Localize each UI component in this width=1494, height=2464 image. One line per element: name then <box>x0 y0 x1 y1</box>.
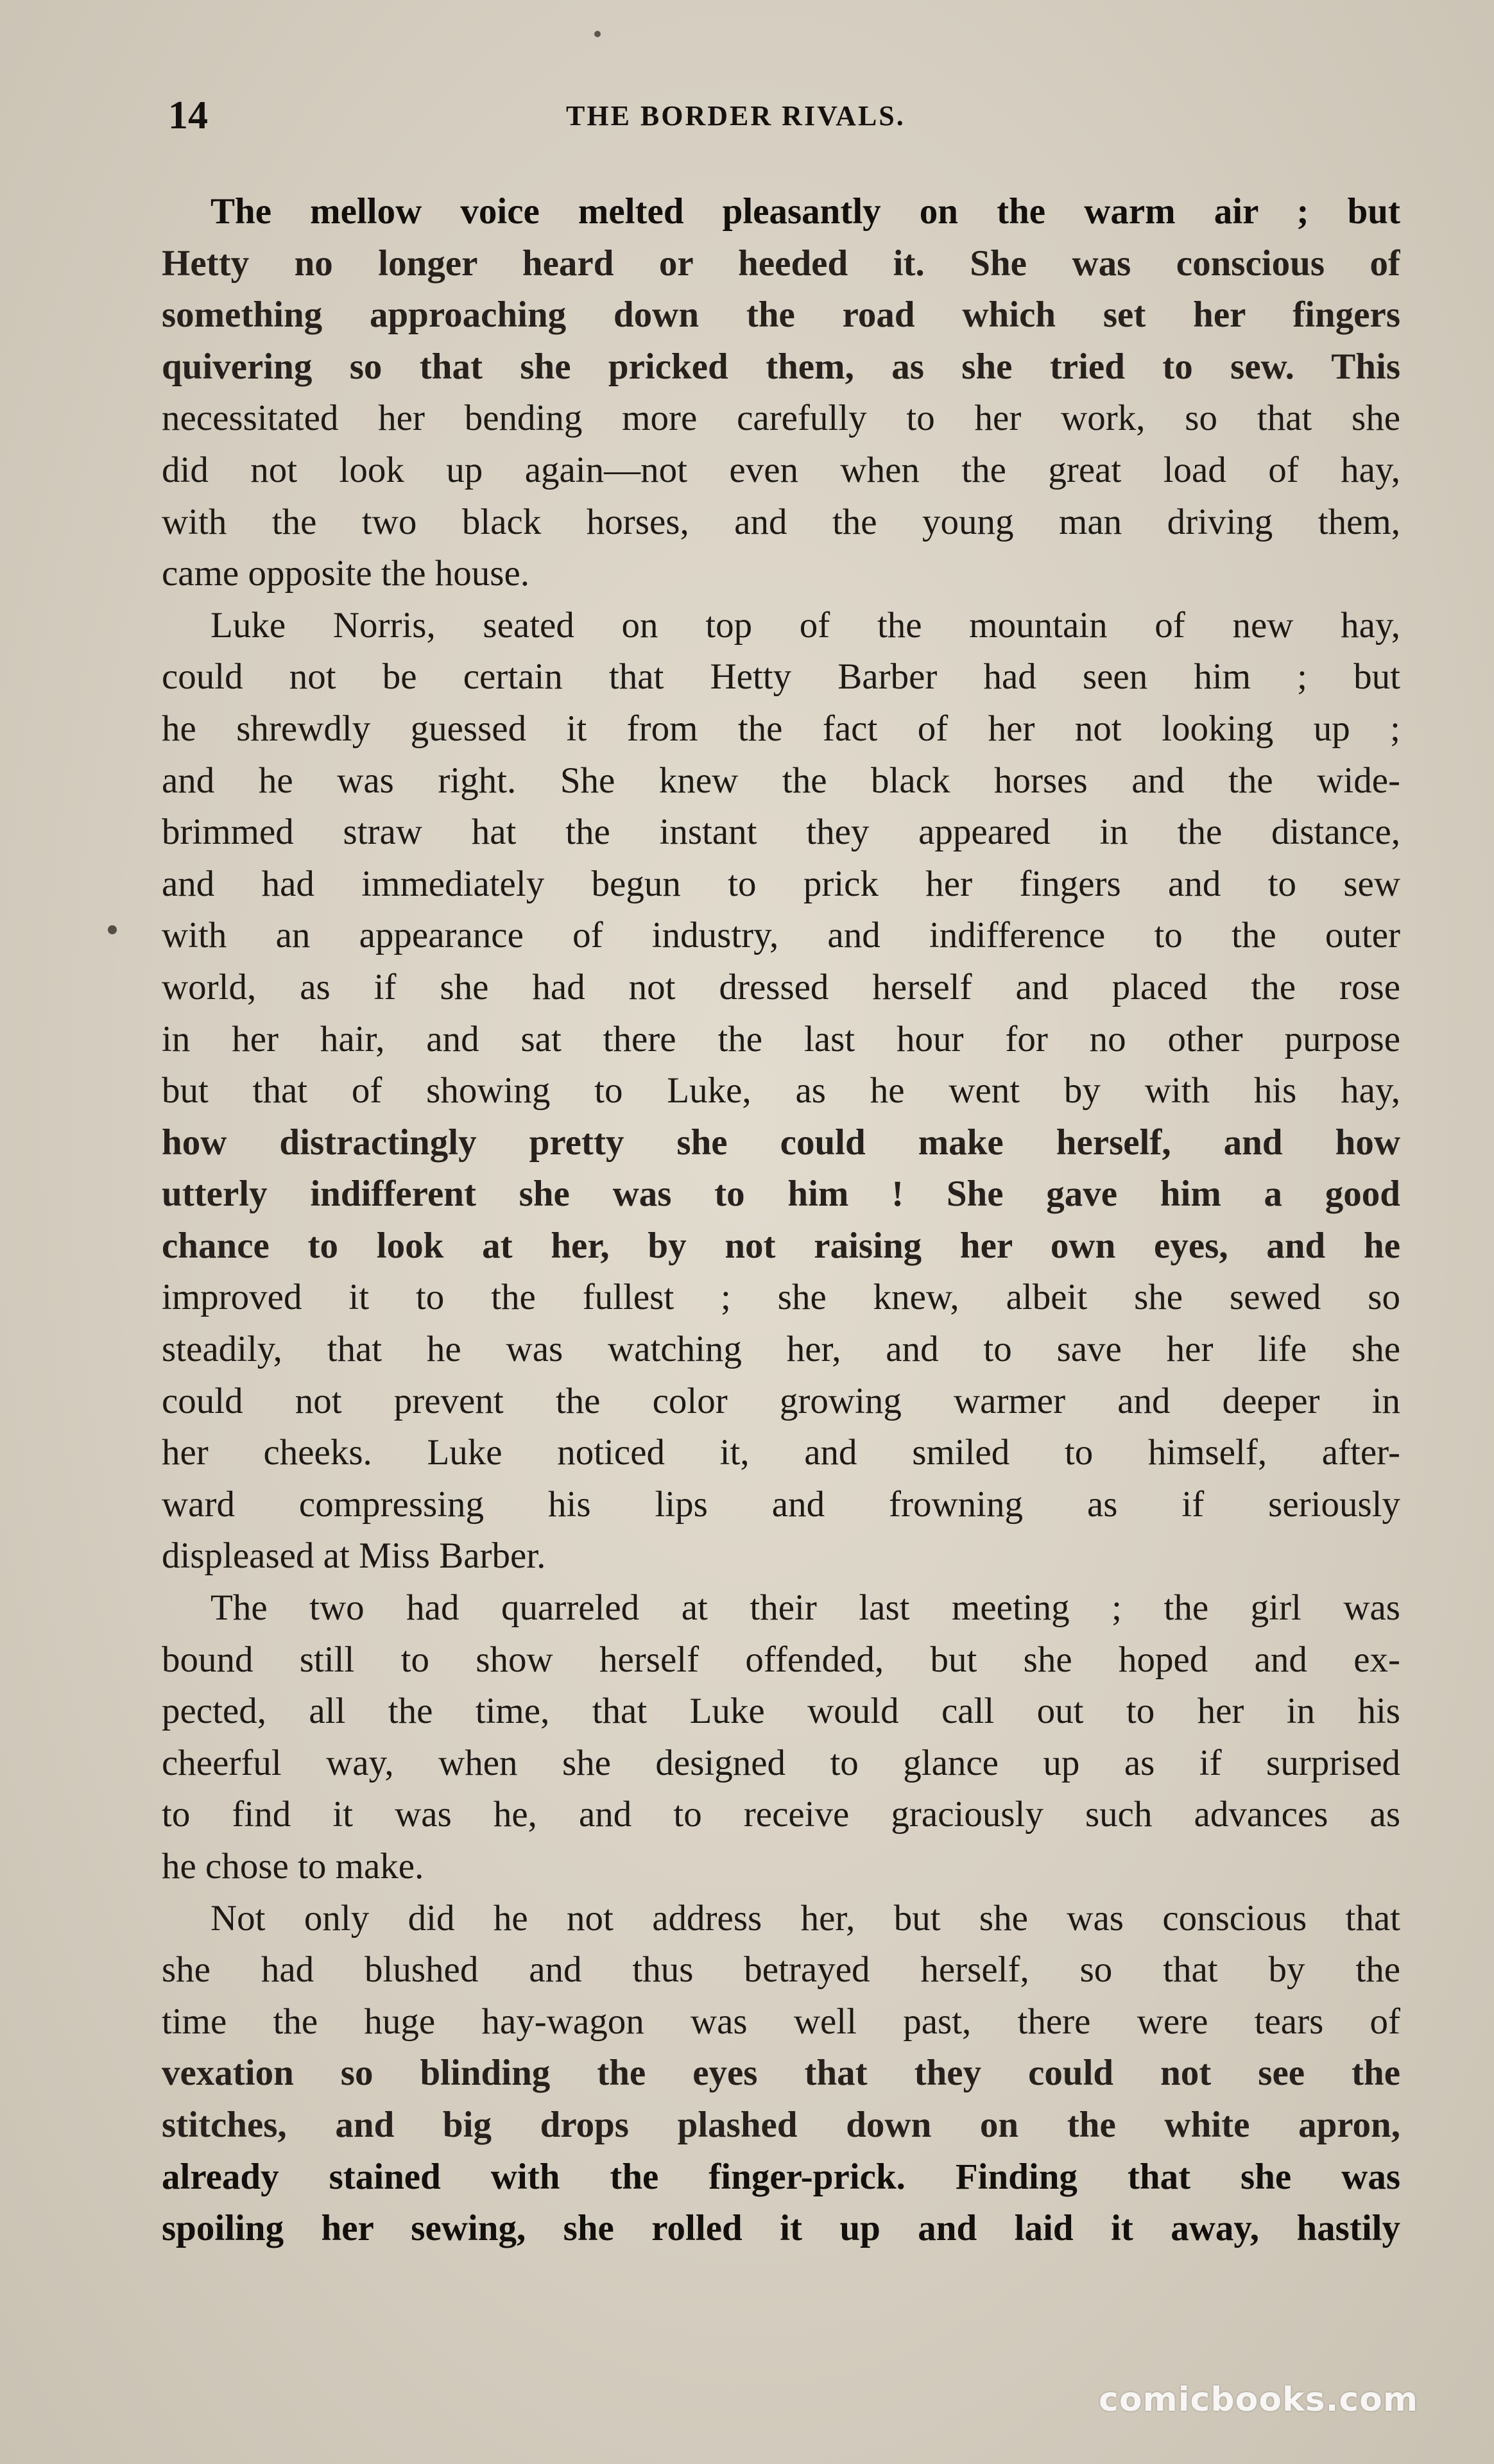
text-line: ward compressing his lips and frowning as if seriously <box>162 1484 1400 1525</box>
text-line: necessitated her bending more carefully to her work, so that she <box>162 398 1400 439</box>
running-head: THE BORDER RIVALS. <box>566 100 906 132</box>
text-line: and he was right. She knew the black horses and the wide- <box>162 760 1400 801</box>
text-line: quivering so that she pricked them, as she tried to sew. This <box>162 346 1400 387</box>
page-number: 14 <box>168 94 208 137</box>
text-line: vexation so blinding the eyes that they could not see the <box>162 2053 1400 2094</box>
text-line: brimmed straw hat the instant they appeared in the distance, <box>162 812 1400 853</box>
text-line: bound still to show herself offended, but she hoped and ex- <box>162 1639 1400 1680</box>
text-line: world, as if she had not dressed herself and placed the rose <box>162 966 1400 1007</box>
text-line: cheerful way, when she designed to glance up as if surprised <box>162 1742 1400 1783</box>
text-line: Hetty no longer heard or heeded it. She was conscious of <box>162 243 1400 284</box>
text-line: and had immediately begun to prick her fingers and to sew <box>162 863 1400 904</box>
text-line: pected, all the time, that Luke would call out to her in his <box>162 1691 1400 1732</box>
text-line: could not prevent the color growing warmer and deeper in <box>162 1380 1400 1421</box>
page-header <box>168 90 1400 141</box>
text-line: could not be certain that Hetty Barber had seen him ; but <box>162 656 1400 697</box>
text-line: with the two black horses, and the young man driving them, <box>162 501 1400 542</box>
text-line: he shrewdly guessed it from the fact of her not looking up ; <box>162 708 1400 749</box>
text-line: already stained with the finger-prick. Finding that she was <box>162 2156 1400 2197</box>
text-line: she had blushed and thus betrayed herself, so that by the <box>162 1949 1400 1990</box>
text-line: how distractingly pretty she could make herself, and how <box>162 1122 1400 1163</box>
text-line: chance to look at her, by not raising her own eyes, and he <box>162 1225 1400 1266</box>
text-line: her cheeks. Luke noticed it, and smiled to himself, after- <box>162 1432 1400 1473</box>
text-line: came opposite the house. <box>162 553 530 594</box>
text-line: did not look up again—not even when the great load of hay, <box>162 449 1400 490</box>
margin-ink-speck <box>108 925 117 934</box>
text-line: something approaching down the road which set her fingers <box>162 295 1400 336</box>
watermark: comicbooks.com <box>1099 2381 1419 2419</box>
text-line: he chose to make. <box>162 1846 424 1887</box>
body-text <box>162 186 1400 2255</box>
text-line: stitches, and big drops plashed down on the white apron, <box>162 2104 1400 2145</box>
text-line: The two had quarreled at their last meeting ; the girl was <box>210 1587 1400 1629</box>
text-line: utterly indifferent she was to him ! She gave him a good <box>162 1174 1400 1215</box>
text-line: in her hair, and sat there the last hour for no other purpose <box>162 1018 1400 1059</box>
ink-speck <box>594 31 601 37</box>
text-line: but that of showing to Luke, as he went by with his hay, <box>162 1070 1400 1111</box>
text-line: Not only did he not address her, but she was conscious that <box>210 1897 1400 1938</box>
text-line: displeased at Miss Barber. <box>162 1536 546 1577</box>
text-line: with an appearance of industry, and indifference to the outer <box>162 915 1400 956</box>
text-line: The mellow voice melted pleasantly on the warm air ; but <box>210 191 1400 232</box>
text-line: improved it to the fullest ; she knew, albeit she sewed so <box>162 1277 1400 1318</box>
text-line: time the huge hay-wagon was well past, there were tears of <box>162 2001 1400 2042</box>
text-line: Luke Norris, seated on top of the mountain of new hay, <box>210 604 1400 646</box>
text-line: spoiling her sewing, she rolled it up and laid it away, hastily <box>162 2208 1400 2249</box>
text-line: to find it was he, and to receive graciously such advances as <box>162 1794 1400 1835</box>
text-line: steadily, that he was watching her, and to save her life she <box>162 1329 1400 1370</box>
